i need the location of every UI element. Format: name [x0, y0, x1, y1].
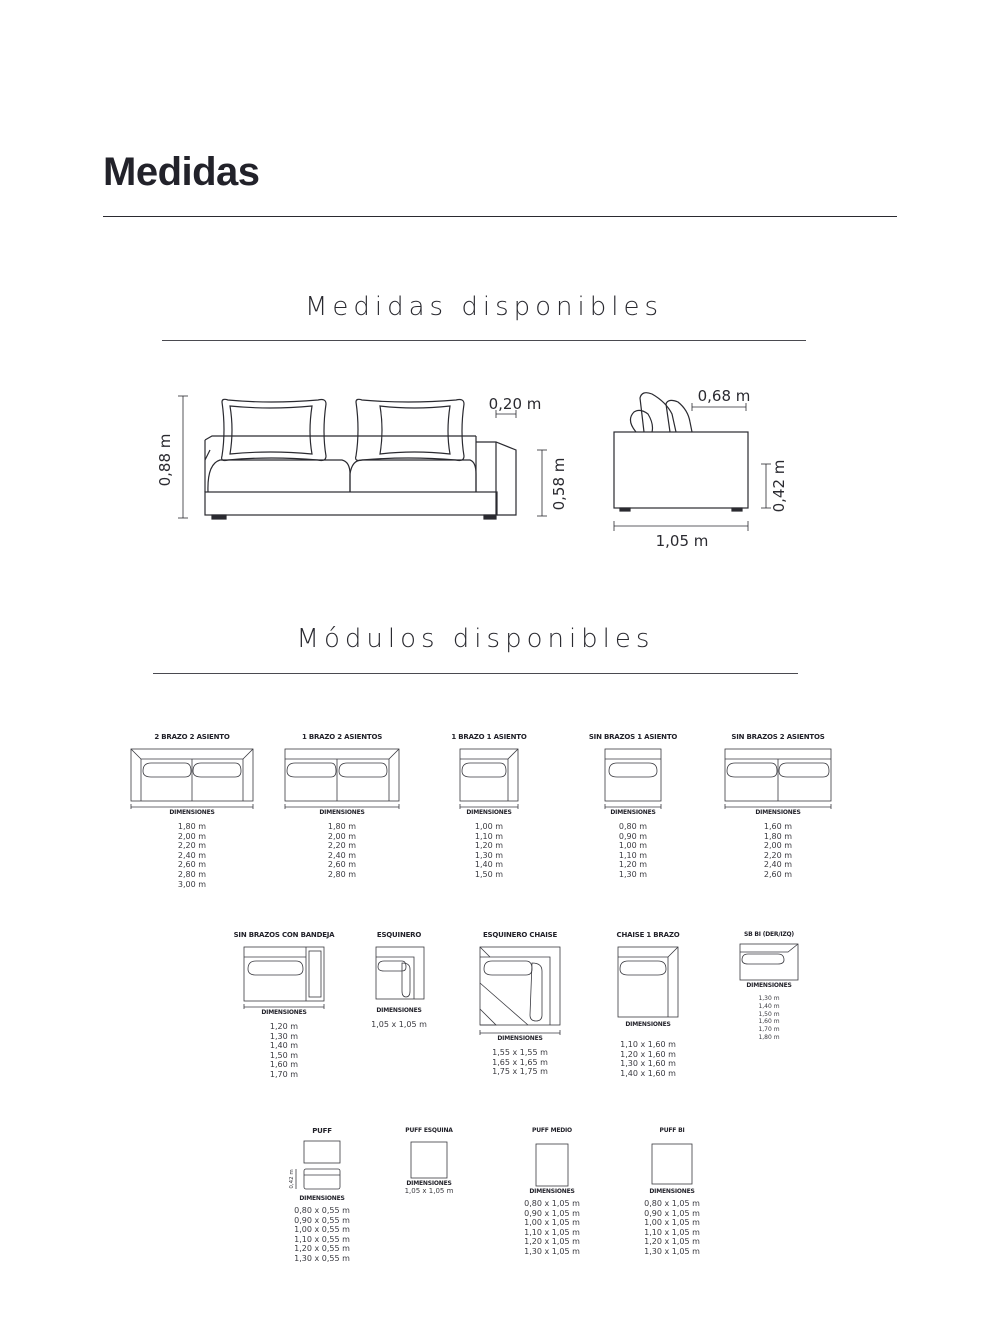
size-value: 1,20 x 1,60 m [620, 1049, 676, 1059]
module-drawing [370, 939, 428, 1007]
size-value: 1,20 x 0,55 m [294, 1244, 350, 1254]
module-title: SIN BRAZOS CON BANDEJA [233, 931, 335, 939]
puff-height-label: 0,42 m [289, 1169, 295, 1189]
dimensions-label: DIMENSIONES [755, 809, 801, 816]
size-value: 1,00 m [618, 841, 648, 851]
module-title: ESQUINERO CHAISE [482, 931, 558, 939]
sofa-front-view-drawing [150, 380, 580, 530]
dimensions-label: DIMENSIONES [746, 982, 792, 989]
size-value: 1,40 m [474, 860, 504, 870]
module-drawing [601, 741, 665, 809]
sofa-side-view-drawing [600, 380, 800, 552]
module-drawing [648, 1134, 696, 1188]
size-value: 1,60 m [763, 822, 793, 831]
size-value: 2,40 m [327, 850, 357, 860]
size-value: 2,20 m [177, 841, 207, 851]
module-1-brazo-1-asiento [446, 733, 532, 880]
module-title: PUFF ESQUINA [405, 1127, 453, 1134]
size-value: 1,50 m [758, 1010, 780, 1018]
size-value: 1,05 x 1,05 m [404, 1187, 454, 1195]
size-value: 2,80 m [327, 869, 357, 879]
size-value: 3,00 m [177, 879, 207, 889]
size-value: 1,00 m [474, 822, 504, 831]
modulos-divider [153, 673, 798, 674]
size-value: 2,00 m [763, 841, 793, 851]
size-value: 2,20 m [763, 850, 793, 860]
size-value: 1,55 x 1,55 m [492, 1048, 548, 1057]
dimensions-label: DIMENSIONES [299, 1195, 345, 1202]
size-value: 1,70 m [269, 1069, 299, 1079]
title-divider [103, 216, 897, 217]
size-value: 1,10 m [618, 850, 648, 860]
size-value: 0,80 m [618, 822, 648, 831]
modulos-disponibles-title: Módulos disponibles [296, 624, 655, 654]
module-title: CHAISE 1 BRAZO [616, 931, 680, 939]
module-drawing [736, 938, 802, 982]
module-sin-brazos-1-asiento [588, 733, 678, 880]
size-value: 2,80 m [177, 869, 207, 879]
size-value: 0,90 x 1,05 m [644, 1208, 700, 1218]
dimensions-label: DIMENSIONES [529, 1188, 575, 1195]
dimensions-label: DIMENSIONES [466, 809, 512, 816]
size-value: 1,00 x 1,05 m [644, 1218, 700, 1228]
module-drawing [721, 741, 835, 809]
size-value: 1,00 x 0,55 m [294, 1225, 350, 1235]
size-value: 1,80 m [327, 822, 357, 831]
size-value: 1,20 x 1,05 m [644, 1237, 700, 1247]
module-drawing [612, 939, 684, 1021]
size-value: 1,30 x 1,05 m [524, 1246, 580, 1256]
size-value: 2,20 m [327, 841, 357, 851]
total-depth-label: 1,05 m [655, 532, 709, 550]
size-value: 1,30 m [758, 995, 780, 1002]
size-value: 1,05 x 1,05 m [371, 1020, 427, 1029]
seat-depth-label: 0,68 m [697, 387, 751, 405]
module-sin-brazos-2-asientos [718, 733, 838, 880]
module-puff [284, 1127, 360, 1264]
dimensions-label: DIMENSIONES [319, 809, 365, 816]
module-esquinero-chaise [476, 931, 564, 1077]
module-esquinero [366, 931, 432, 1030]
armrest-width-label: 0,20 m [488, 395, 542, 413]
dimensions-label: DIMENSIONES [169, 809, 215, 816]
module-puff-medio [516, 1127, 588, 1257]
size-value: 1,80 m [758, 1033, 780, 1041]
module-title: SIN BRAZOS 1 ASIENTO [588, 733, 678, 741]
module-drawing [407, 1134, 451, 1180]
size-value: 2,40 m [763, 860, 793, 870]
size-value: 0,90 x 0,55 m [294, 1215, 350, 1225]
dimensions-label: DIMENSIONES [649, 1188, 695, 1195]
size-value: 1,40 x 1,60 m [620, 1068, 676, 1078]
size-value: 1,20 m [618, 860, 648, 870]
size-value: 2,40 m [177, 850, 207, 860]
size-value: 1,00 x 1,05 m [524, 1218, 580, 1228]
size-value: 1,30 x 1,60 m [620, 1059, 676, 1069]
size-value: 1,30 m [618, 869, 648, 879]
size-value: 1,10 x 1,05 m [644, 1227, 700, 1237]
size-value: 0,80 x 1,05 m [644, 1199, 700, 1208]
total-height-label: 0,88 m [156, 433, 174, 487]
module-title: 1 BRAZO 2 ASIENTOS [301, 733, 383, 741]
module-title: 2 BRAZO 2 ASIENTO [154, 733, 230, 741]
module-drawing [281, 741, 403, 809]
module-drawing [476, 939, 564, 1035]
module-1-brazo-2-asientos [280, 733, 404, 880]
size-value: 1,70 m [758, 1026, 780, 1034]
size-value: 1,30 x 1,05 m [644, 1246, 700, 1256]
size-value: 0,80 x 0,55 m [294, 1206, 350, 1215]
size-value: 2,60 m [763, 869, 793, 879]
dimensions-label: DIMENSIONES [625, 1021, 671, 1028]
module-title: SIN BRAZOS 2 ASIENTOS [731, 733, 825, 741]
size-value: 1,75 x 1,75 m [492, 1067, 548, 1077]
module-chaise-1-brazo [608, 931, 688, 1078]
module-title: 1 BRAZO 1 ASIENTO [451, 733, 527, 741]
size-value: 1,10 x 1,05 m [524, 1227, 580, 1237]
size-value: 1,40 m [758, 1002, 780, 1010]
dimensions-label: DIMENSIONES [406, 1180, 452, 1187]
module-title: SB BI (DER/IZQ) [744, 931, 794, 938]
size-value: 2,00 m [327, 831, 357, 841]
size-value: 2,60 m [327, 860, 357, 870]
module-puff-esquina [396, 1127, 462, 1197]
module-title: PUFF [312, 1127, 332, 1135]
module-title: PUFF BI [659, 1127, 685, 1134]
medidas-disponibles-title: Medidas disponibles [304, 292, 664, 322]
seat-height-label: 0,42 m [770, 459, 788, 513]
size-value: 1,20 m [474, 841, 504, 851]
module-drawing [127, 741, 257, 809]
size-value: 1,10 x 1,60 m [620, 1040, 676, 1049]
size-value: 1,60 m [758, 1018, 780, 1026]
module-sb-bi [734, 931, 804, 1042]
module-drawing [284, 1135, 360, 1195]
module-drawing [532, 1134, 572, 1188]
size-value: 1,20 x 1,05 m [524, 1237, 580, 1247]
module-sin-brazos-con-bandeja [232, 931, 336, 1080]
module-title: PUFF MEDIO [532, 1127, 572, 1134]
size-value: 1,80 m [763, 831, 793, 841]
size-value: 1,30 m [474, 850, 504, 860]
size-value: 1,80 m [177, 822, 207, 831]
module-2-brazo-2-asiento [125, 733, 259, 889]
size-value: 1,10 m [474, 831, 504, 841]
size-value: 1,30 x 0,55 m [294, 1253, 350, 1263]
size-value: 1,40 m [269, 1041, 299, 1051]
module-drawing [456, 741, 522, 809]
size-value: 2,00 m [177, 831, 207, 841]
dimensions-label: DIMENSIONES [497, 1035, 543, 1042]
size-value: 1,20 m [269, 1022, 299, 1031]
size-value: 1,65 x 1,65 m [492, 1057, 548, 1067]
size-value: 1,50 m [474, 869, 504, 879]
size-value: 0,90 m [618, 831, 648, 841]
size-value: 1,60 m [269, 1060, 299, 1070]
module-puff-bi [636, 1127, 708, 1257]
page-title: Medidas [103, 150, 260, 194]
size-value: 1,50 m [269, 1050, 299, 1060]
dimensions-label: DIMENSIONES [610, 809, 656, 816]
module-drawing [240, 939, 328, 1009]
dimensions-label: DIMENSIONES [376, 1007, 422, 1014]
module-title: ESQUINERO [376, 931, 422, 939]
size-value: 2,60 m [177, 860, 207, 870]
dimensions-label: DIMENSIONES [261, 1009, 307, 1016]
medidas-divider [162, 340, 806, 341]
size-value: 1,30 m [269, 1031, 299, 1041]
armrest-height-label: 0,58 m [550, 457, 568, 511]
size-value: 0,90 x 1,05 m [524, 1208, 580, 1218]
size-value: 1,10 x 0,55 m [294, 1234, 350, 1244]
size-value: 0,80 x 1,05 m [524, 1199, 580, 1208]
